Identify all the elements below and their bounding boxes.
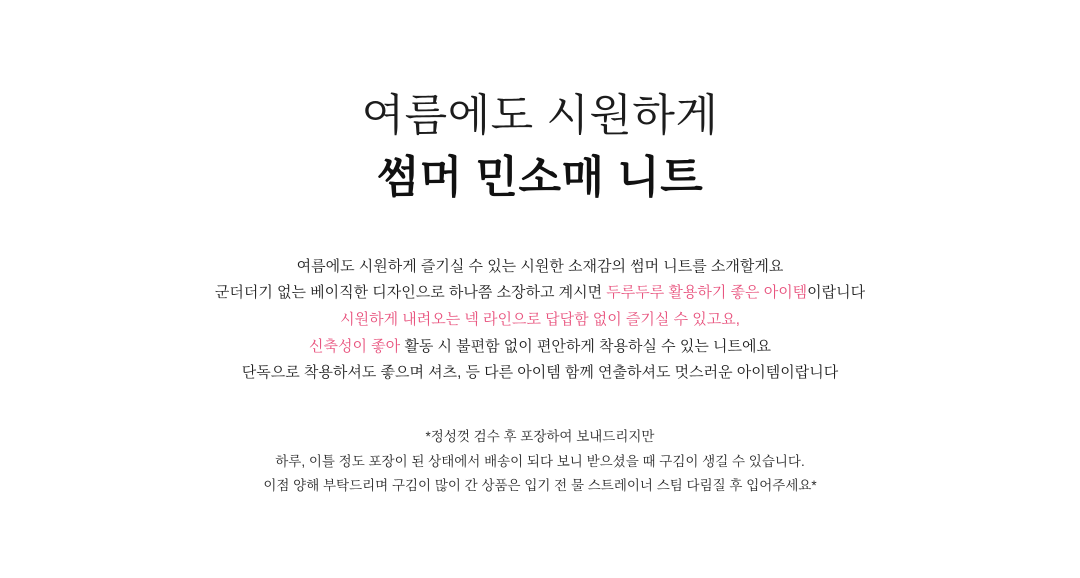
description-line-4-end: 활동 시 불편함 없이 편안하게 착용하실 수 있는 니트에요	[400, 337, 771, 355]
description-line-1: 여름에도 시원하게 즐기실 수 있는 시원한 소재감의 썸머 니트를 소개할게요	[296, 257, 784, 275]
description-line-5: 단독으로 착용하셔도 좋으며 셔츠, 등 다른 아이템 함께 연출하셔도 멋스러운 아이템이랍니다	[241, 364, 839, 382]
description-block	[215, 254, 865, 387]
description-line-2	[215, 280, 865, 307]
notice-line-2: 하루, 이틀 정도 포장이 된 상태에서 배송이 되다 보니 받으셨을 때 구김이 생길 수 있습니다.	[275, 453, 805, 469]
headline-group	[362, 88, 719, 207]
description-line-4	[215, 334, 865, 361]
description-line-2-start: 군더더기 없는 베이직한 디자인으로 하나쯤 소장하고 계시면	[214, 284, 607, 302]
notice-line-3: 이점 양해 부탁드리며 구김이 많이 간 상품은 입기 전 물 스트레이너 스팀 다림질 후 입어주세요*	[263, 478, 817, 494]
notice-line-1: *정성껏 검수 후 포장하여 보내드리지만	[425, 429, 655, 445]
description-line-3: 시원하게 내려오는 넥 라인으로 답답함 없이 즐기실 수 있고요,	[340, 311, 740, 328]
headline-subtitle: 여름에도 시원하게	[361, 91, 719, 140]
description-line-2-end: 이랍니다	[807, 284, 866, 302]
description-line-4-accent: 신축성이 좋아	[309, 337, 401, 355]
notice-block	[263, 425, 816, 499]
headline-title: 썸머 민소매 니트	[376, 153, 704, 203]
description-line-2-accent: 두루두루 활용하기 좋은 아이템	[606, 284, 808, 302]
